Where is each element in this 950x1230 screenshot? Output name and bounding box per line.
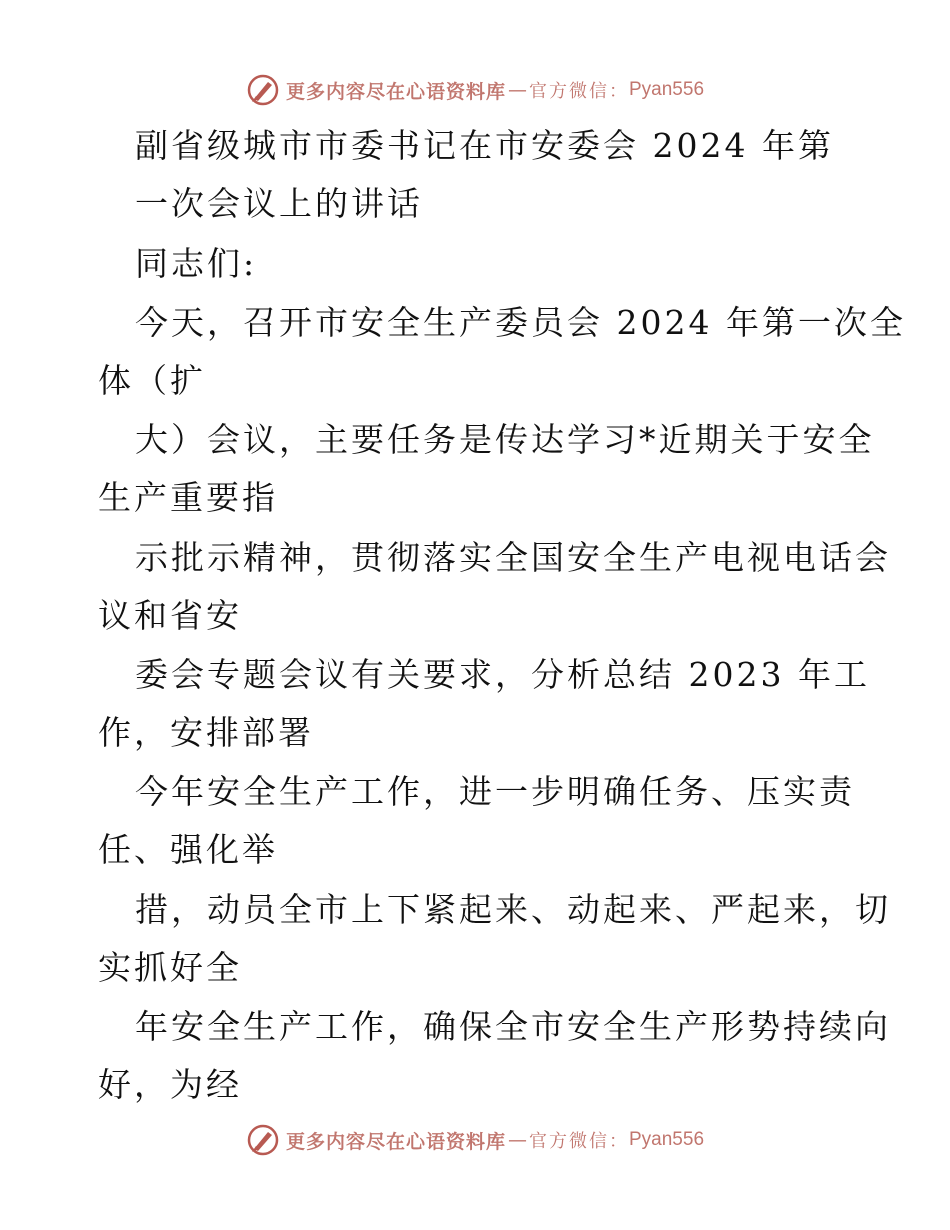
paragraph-line: 实抓好全 bbox=[98, 948, 242, 987]
paragraph-line: 今天，召开市安全生产委员会 2024 年第一次全 bbox=[135, 303, 906, 342]
paragraph-line: 措，动员全市上下紧起来、动起来、严起来，切 bbox=[135, 890, 891, 929]
document-title-line-2: 一次会议上的讲话 bbox=[135, 184, 423, 223]
banner-text: 更多内容尽在心语资料库 bbox=[285, 1130, 506, 1153]
banner-dash: — bbox=[508, 1129, 527, 1151]
paragraph-line: 作，安排部署 bbox=[98, 713, 314, 752]
banner-wechat-id: Pyan556 bbox=[629, 1129, 705, 1150]
paragraph-line: 年安全生产工作，确保全市安全生产形势持续向 bbox=[135, 1007, 891, 1046]
header-banner bbox=[0, 70, 950, 110]
paragraph-line: 大）会议，主要任务是传达学习*近期关于安全 bbox=[135, 420, 875, 459]
pen-nib-logo-icon bbox=[246, 1123, 280, 1157]
banner-wechat-id: Pyan556 bbox=[629, 79, 705, 100]
greeting: 同志们: bbox=[135, 244, 258, 283]
paragraph-line: 今年安全生产工作，进一步明确任务、压实责 bbox=[135, 772, 855, 811]
paragraph-line: 议和省安 bbox=[98, 596, 242, 635]
banner-dash: — bbox=[508, 79, 527, 101]
paragraph-line: 生产重要指 bbox=[98, 478, 278, 517]
banner-official-label: 官方微信： bbox=[529, 81, 629, 102]
paragraph-line: 委会专题会议有关要求，分析总结 2023 年工 bbox=[135, 655, 870, 694]
banner-official-label: 官方微信： bbox=[529, 1131, 629, 1152]
paragraph-line: 示批示精神，贯彻落实全国安全生产电视电话会 bbox=[135, 538, 891, 577]
document-title-line-1: 副省级城市市委书记在市安委会 2024 年第 bbox=[135, 126, 834, 165]
banner-text: 更多内容尽在心语资料库 bbox=[285, 80, 506, 103]
paragraph-line: 体（扩 bbox=[98, 361, 206, 400]
paragraph-line: 任、强化举 bbox=[98, 830, 278, 869]
paragraph-line: 好，为经 bbox=[98, 1065, 242, 1104]
footer-banner bbox=[0, 1120, 950, 1160]
pen-nib-logo-icon bbox=[246, 73, 280, 107]
